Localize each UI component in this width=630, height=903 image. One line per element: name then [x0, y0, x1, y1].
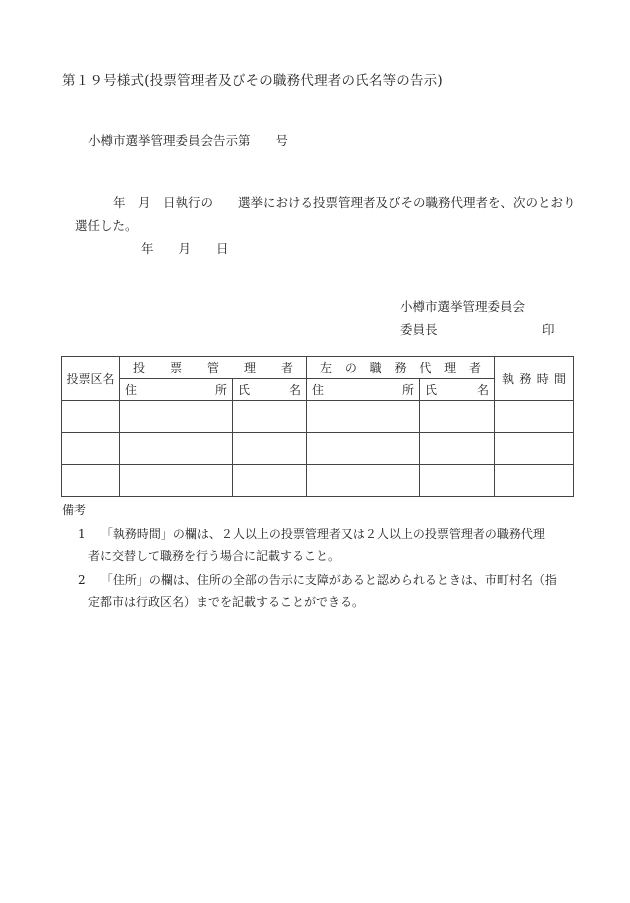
table-cell: [307, 401, 420, 433]
remark-1-number: 1: [78, 527, 86, 541]
notice-date: 年 月 日: [141, 241, 229, 256]
table-cell: [495, 401, 574, 433]
table-cell: [233, 401, 307, 433]
table-cell: [120, 433, 233, 465]
district-header: 投票区名: [62, 357, 120, 401]
table-row: [62, 401, 574, 433]
remark-2-line-1: [78, 571, 557, 588]
table-cell: [495, 465, 574, 497]
table-cell: [420, 465, 495, 497]
chairperson-label: 委員長: [400, 322, 438, 337]
table-cell: [307, 433, 420, 465]
notice-number: 小樽市選挙管理委員会告示第 号: [88, 133, 289, 148]
manager-address-header: 住 所: [120, 379, 233, 401]
deputy-address-header: 住 所: [307, 379, 420, 401]
form-title: 第１９号様式(投票管理者及びその職務代理者の氏名等の告示): [62, 73, 443, 89]
remarks-title: 備考: [62, 503, 87, 517]
remark-2-number: 2: [78, 573, 86, 587]
deputy-header: 左 の 職 務 代 理 者: [307, 357, 495, 379]
deputy-name-header: 氏 名: [420, 379, 495, 401]
table-header-row: [62, 357, 574, 379]
remark-1-line-2: 者に交替して職務を行う場合に記載すること。: [88, 549, 341, 563]
hours-header: 執 務 時 間: [495, 357, 574, 401]
remark-1-line-1: [78, 525, 545, 542]
table-cell: [62, 465, 120, 497]
remark-1-text: 「執務時間」の欄は、２人以上の投票管理者又は２人以上の投票管理者の職務代理: [100, 527, 545, 541]
table-cell: [120, 465, 233, 497]
table-cell: [62, 401, 120, 433]
table-row: [62, 465, 574, 497]
table-cell: [233, 465, 307, 497]
table-cell: [233, 433, 307, 465]
manager-name-header: 氏 名: [233, 379, 307, 401]
remark-2-line-2: 定都市は行政区名）までを記載することができる。: [88, 595, 365, 609]
table-cell: [120, 401, 233, 433]
roster-table: [61, 356, 574, 497]
table-cell: [62, 433, 120, 465]
table-row: [62, 433, 574, 465]
seal-mark: 印: [542, 322, 555, 337]
table-cell: [495, 433, 574, 465]
table-cell: [420, 401, 495, 433]
table-cell: [307, 465, 420, 497]
notice-body-line-2: 選任した。: [75, 218, 138, 233]
remark-2-text: 「住所」の欄は、住所の全部の告示に支障があると認められるときは、市町村名（指: [100, 573, 557, 587]
issuer-name: 小樽市選挙管理委員会: [400, 299, 526, 314]
table-cell: [420, 433, 495, 465]
notice-body-line-1: 年 月 日執行の 選挙における投票管理者及びその職務代理者を、次のとおり: [113, 195, 576, 210]
manager-header: 投 票 管 理 者: [120, 357, 307, 379]
